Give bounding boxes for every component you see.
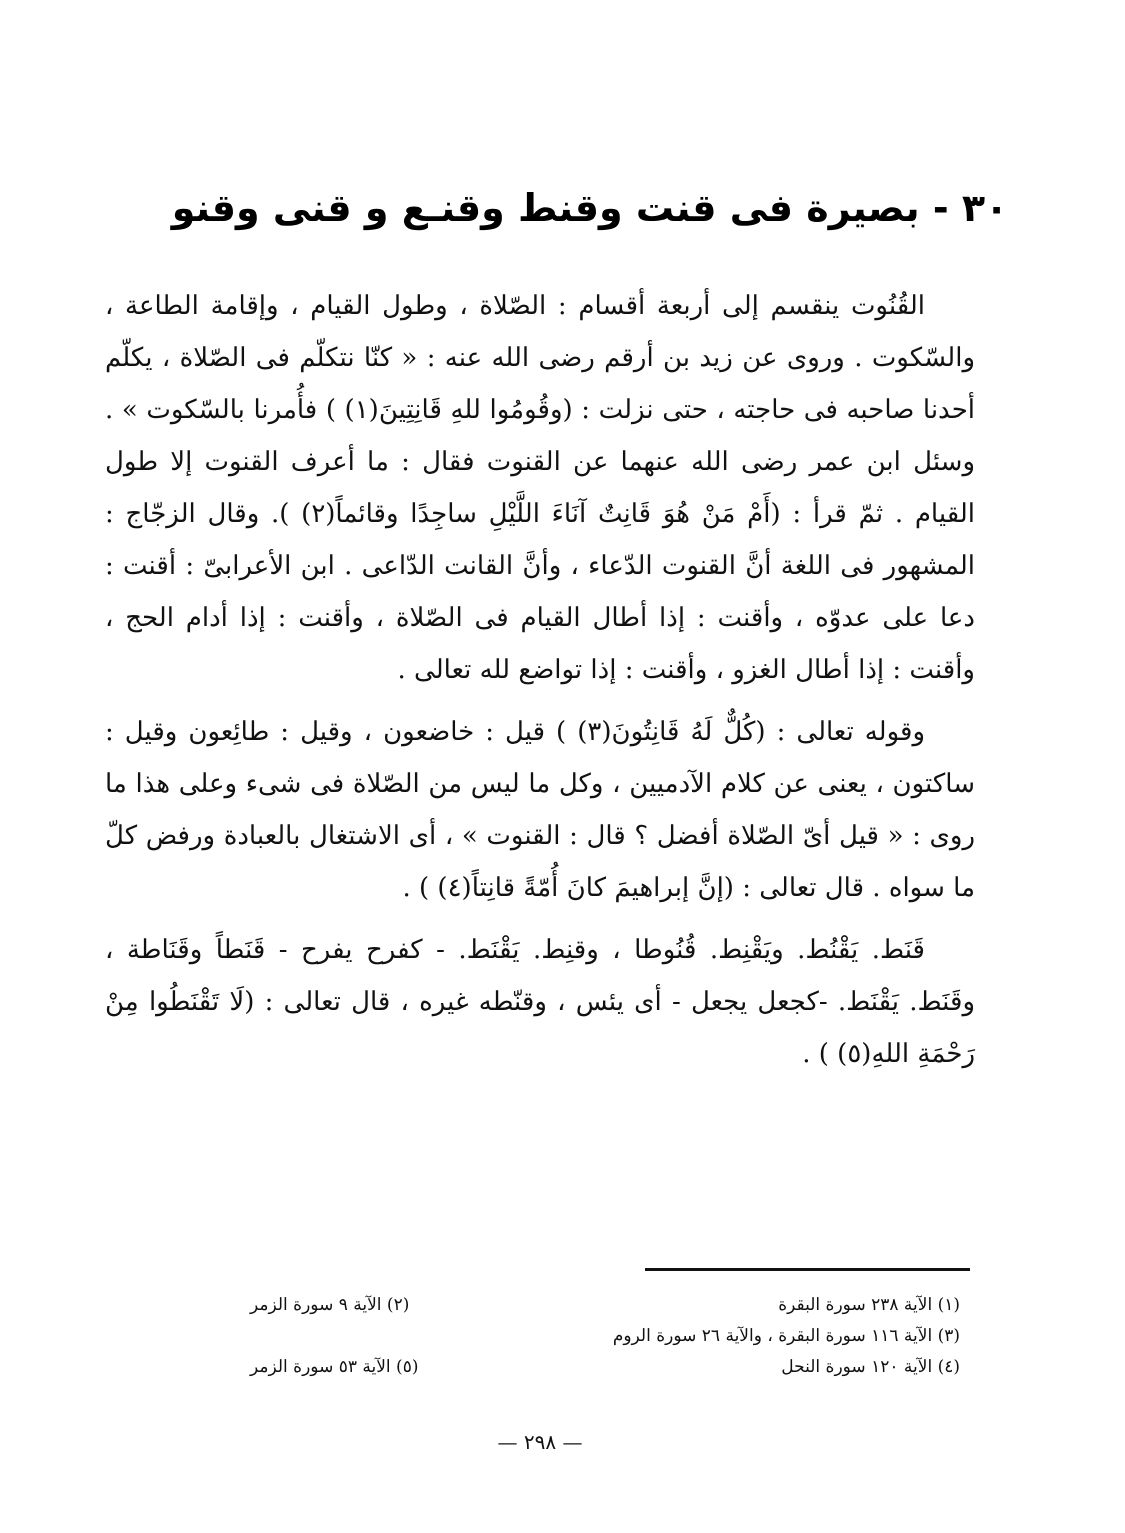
page-number: — ٢٩٨ — <box>497 1430 583 1454</box>
footnote-divider <box>645 1268 970 1271</box>
footnote-row <box>250 1290 960 1321</box>
footnote-3: (٣) الآية ١١٦ سورة البقرة ، والآية ٢٦ سورة الروم <box>612 1326 960 1346</box>
footnote-row <box>250 1321 960 1352</box>
paragraph-kullun-lahu-qanitun: وقوله تعالى : (كُلٌّ لَهُ قَانِتُونَ(٣) ) قيل : خاضعون ، وقيل : طائِعون وقيل : ساكتون ، يعنى عن كلام الآدميين ، وكل ما ليس من الصّلاة فى شىء وعلى هذا ما روى : « قيل أىّ الصّلاة أفضل ؟ قال : القنوت » ، أى الاشتغال بالعبادة ورفض كلّ ما سواه . قال تعالى : (إنَّ إبراهيمَ كانَ أُمّةً قانِتاً(٤) ) . <box>105 717 975 903</box>
body-text <box>105 280 975 1090</box>
footnote-4: (٤) الآية ١٢٠ سورة النحل <box>781 1357 960 1377</box>
paragraph-qanat: قَنَط. يَقْنُط. ويَقْنِط. قُنُوطا ، وقنِط. يَقْنَط. - كفرح يفرح - قَنَطاً وقَنَاطة ، وقَنَط. يَقْنَط. -كجعل يجعل - أى يئس ، وقنّطه غيره ، قال تعالى : (لَا تَقْنَطُوا مِنْ رَحْمَةِ اللهِ(٥) ) . <box>105 935 975 1069</box>
footnotes <box>250 1290 960 1383</box>
paragraph-qunut: القُنُوت ينقسم إلى أربعة أقسام : الصّلاة ، وطول القيام ، وإقامة الطاعة ، والسّكوت . وروى عن زيد بن أرقم رضى الله عنه : « كنّا نتكلّم فى الصّلاة ، يكلّم أحدنا صاحبه فى حاجته ، حتى نزلت : (وقُومُوا للهِ قَانِتِينَ(١) ) فأُمرنا بالسّكوت » . وسئل ابن عمر رضى الله عنهما عن القنوت فقال : ما أعرف القنوت إلا طول القيام . ثمّ قرأ : (أَمْ مَنْ هُوَ قَانِتٌ آنَاءَ اللَّيْلِ ساجِدًا وقائماً(٢) ). وقال الزجّاج : المشهور فى اللغة أنَّ القنوت الدّعاء ، وأنَّ القانت الدّاعى . ابن الأعرابىّ : أقنت : دعا على عدوّه ، وأقنت : إذا أطال القيام فى الصّلاة ، وأقنت : إذا أدام الحج ، وأقنت : إذا أطال الغزو ، وأقنت : إذا تواضع لله تعالى . <box>105 291 976 685</box>
footnote-5: (٥) الآية ٥٣ سورة الزمر <box>250 1357 419 1377</box>
footnote-2: (٢) الآية ٩ سورة الزمر <box>250 1295 410 1315</box>
section-title: ٣٠ - بصيرة فى قنت وقنط وقنـع و قنى وقنو <box>171 186 1009 230</box>
footnote-1: (١) الآية ٢٣٨ سورة البقرة <box>778 1295 960 1315</box>
footnote-row <box>250 1352 960 1383</box>
